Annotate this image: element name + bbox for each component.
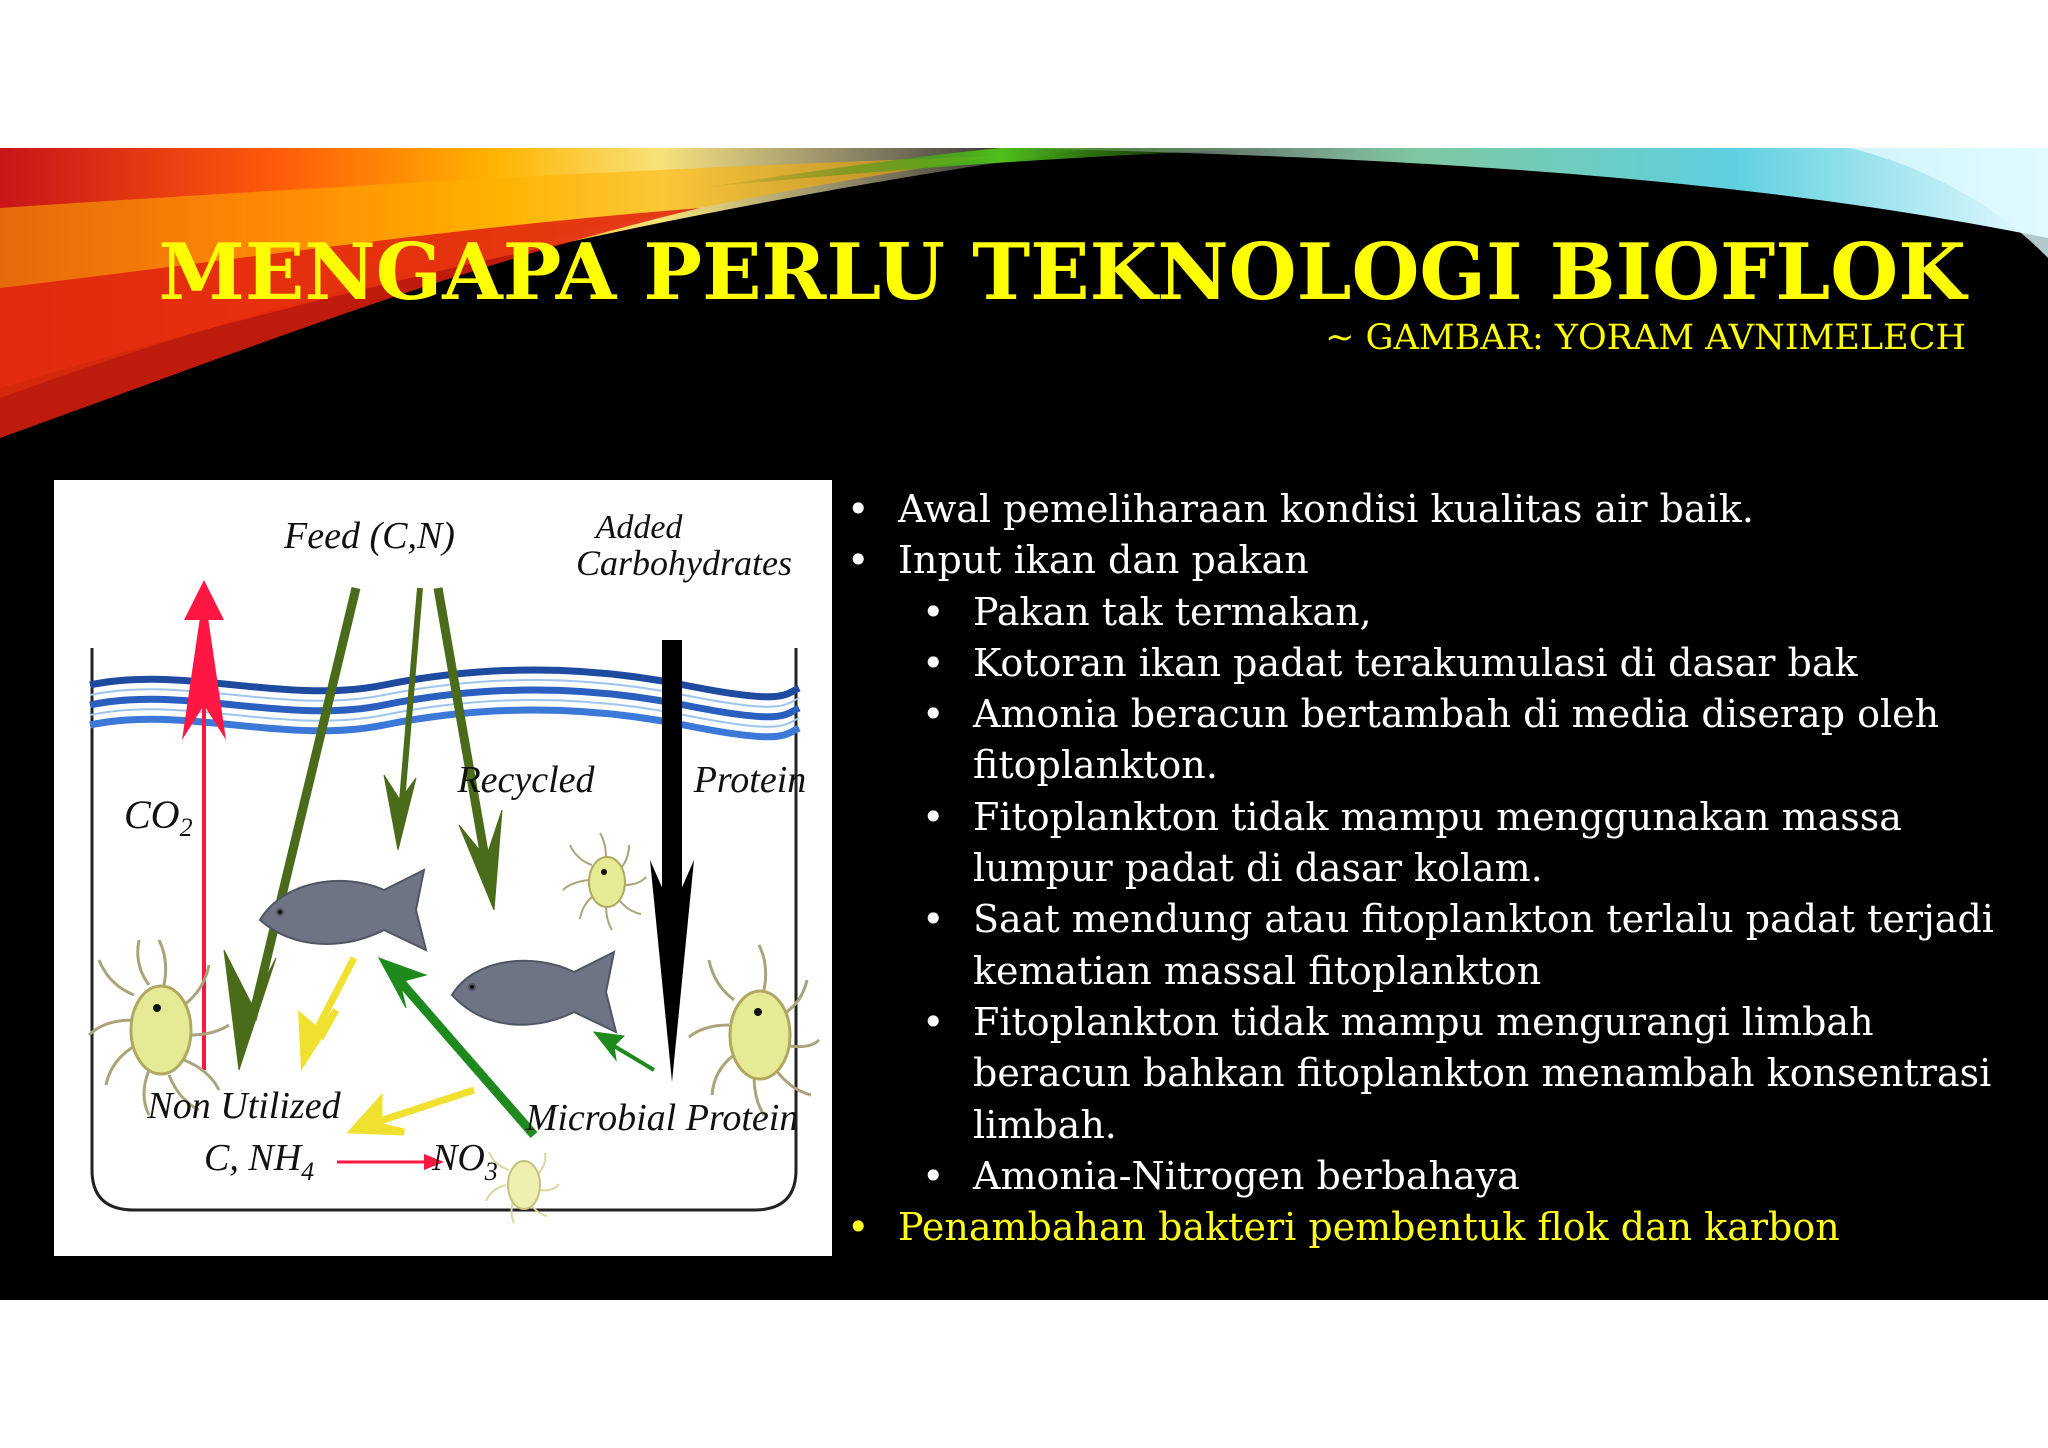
bullet-item [842,997,2022,1151]
label-microbial-protein: Microbial Protein [525,1097,799,1139]
bullet-dot: • [922,1153,945,1198]
bullet-text: Fitoplankton tidak mampu mengurangi limbah beracun bahkan fitoplankton menambah konsentrasi limbah. [973,999,1992,1147]
bullet-text: Pakan tak termakan, [973,589,1372,634]
bullet-dot: • [922,897,945,942]
bullet-item [842,1202,2022,1253]
bullet-item [842,1151,2022,1202]
bullet-dot: • [922,999,945,1044]
plankton-right [689,945,819,1115]
plankton-middle [563,833,646,930]
bullet-dot: • [922,692,945,737]
bullet-text: Kotoran ikan padat terakumulasi di dasar bak [973,640,1858,685]
bullet-text: Saat mendung atau fitoplankton terlalu padat terjadi kematian massal fitoplankton [973,897,1994,993]
bullet-text: Amonia-Nitrogen berbahaya [973,1153,1520,1198]
fish-2 [452,952,616,1032]
bullet-text: Penambahan bakteri pembentuk flok dan karbon [898,1205,1840,1250]
label-carbohydrates: Carbohydrates [576,543,792,583]
bullet-dot: • [922,589,945,634]
bullet-dot: • [922,640,945,685]
bullet-item [842,689,2022,792]
label-c-nh4: C, $NH_4$ [204,1137,315,1186]
bullet-list [842,484,2022,1253]
biofloc-diagram-svg [54,480,832,1256]
bullet-dot: • [847,1205,870,1250]
bullet-dot: • [847,538,870,583]
slide-subtitle: ~ GAMBAR: YORAM AVNIMELECH [1325,318,1966,358]
bullet-text: Fitoplankton tidak mampu menggunakan massa lumpur padat di dasar kolam. [973,794,1902,891]
bullet-item [842,638,2022,689]
label-co2: $CO_2$ [124,792,193,842]
bullet-item [842,894,2022,997]
slide-title: MENGAPA PERLU TEKNOLOGI BIOFLOK [158,227,1966,318]
label-non-utilized: Non Utilized [147,1085,341,1127]
slide [0,148,2048,1300]
bullet-text: Input ikan dan pakan [898,538,1309,583]
label-added: Added [595,509,683,546]
biofloc-diagram [54,480,832,1256]
bullet-dot: • [922,794,945,839]
bullet-item [842,792,2022,895]
bullet-text: Amonia beracun bertambah di media diserap oleh fitoplankton. [973,692,1940,788]
bullet-item [842,484,2022,535]
bullet-item [842,587,2022,638]
label-no3: $NO_3$ [432,1137,498,1186]
label-feed: Feed (C,N) [284,515,455,557]
bullet-text: Awal pemeliharaan kondisi kualitas air baik. [898,487,1754,531]
label-protein: Protein [693,759,807,801]
label-recycled: Recycled [457,759,595,801]
bullet-item [842,535,2022,586]
bullet-dot: • [847,487,870,531]
